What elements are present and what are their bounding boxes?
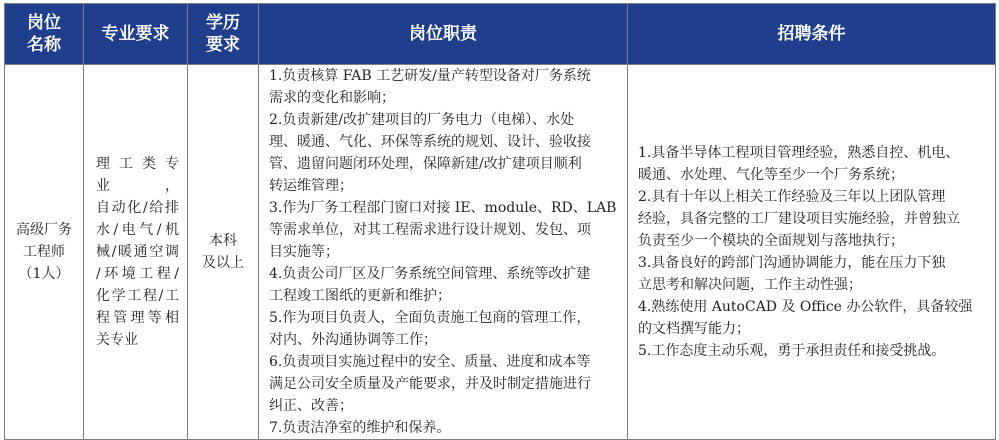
- requirement-line: 5.工作态度主动乐观，勇于承担责任和接受挑战。: [638, 343, 946, 359]
- requirements-cell: [628, 65, 996, 440]
- duty-line: 需求的变化和影响；: [269, 90, 395, 106]
- major-line: 理工类专业，: [96, 156, 179, 194]
- header-requirements: 招聘条件: [628, 4, 996, 65]
- position-cell: [5, 65, 84, 440]
- header-row: [5, 4, 996, 65]
- duty-line: 等需求单位，对其工程需求进行设计规划、发包、项: [269, 222, 591, 238]
- duty-line: 5.作为项目负责人，全面负责施工包商的管理工作，: [269, 310, 591, 326]
- major-line: 自动化/给排: [96, 200, 179, 216]
- duty-line: 4.负责公司厂区及厂务系统空间管理、系统等改扩建: [269, 266, 591, 282]
- duties-cell: [259, 65, 628, 440]
- header-duties: 岗位职责: [259, 4, 628, 65]
- major-line: 水/电气/机: [96, 222, 179, 238]
- requirement-line: 立思考和解决问题，工作主动性强；: [638, 277, 862, 293]
- header-position: [5, 4, 84, 65]
- header-major: 专业要求: [84, 4, 188, 65]
- requirement-line: 3.具备良好的跨部门沟通协调能力，能在压力下独: [638, 255, 946, 271]
- duty-line: 满足公司安全质量及产能要求，并及时制定措施进行: [269, 376, 591, 392]
- major-line: /环境工程/: [96, 266, 179, 282]
- position-line: 工程师: [23, 244, 65, 260]
- header-degree-line: 学历: [206, 13, 240, 33]
- degree-line: 本科: [209, 233, 237, 249]
- duty-line: 目实施等；: [269, 244, 339, 260]
- table-row: [5, 65, 996, 440]
- major-line: 械/暖通空调: [96, 244, 179, 260]
- requirement-line: 2.具有十年以上相关工作经验及三年以上团队管理: [638, 189, 946, 205]
- duty-line: 6.负责项目实施过程中的安全、质量、进度和成本等: [269, 354, 591, 370]
- duty-line: 3.作为厂务工程部门窗口对接 IE、module、RD、LAB: [269, 200, 617, 216]
- header-position-line: 岗位: [27, 13, 61, 33]
- header-degree: [188, 4, 259, 65]
- duty-line: 管、遗留问题闭环处理，保障新建/改扩建项目顺利: [269, 156, 582, 172]
- degree-cell: [188, 65, 259, 440]
- duty-line: 1.负责核算 FAB 工艺研发/量产转型设备对厂务系统: [269, 68, 591, 84]
- duty-line: 7.负责洁净室的维护和保养。: [269, 420, 451, 436]
- requirement-line: 1.具备半导体工程项目管理经验，熟悉自控、机电、: [638, 145, 960, 161]
- degree-line: 及以上: [202, 255, 244, 271]
- job-table: [4, 3, 996, 440]
- major-line: 化学工程/工: [96, 288, 179, 304]
- duty-line: 纠正、改善；: [269, 398, 353, 414]
- requirement-line: 负责至少一个模块的全面规划与落地执行；: [638, 233, 904, 249]
- duty-line: 理、暖通、气化、环保等系统的规划、设计、验收接: [269, 134, 591, 150]
- duty-line: 工程竣工图纸的更新和维护；: [269, 288, 451, 304]
- major-line: 程管理等相: [96, 310, 179, 326]
- major-line: 关专业: [96, 332, 138, 348]
- major-cell: [84, 65, 188, 440]
- requirement-line: 的文档撰写能力；: [638, 321, 750, 337]
- duty-line: 转运维管理；: [269, 178, 353, 194]
- position-line: 高级厂务: [16, 222, 72, 238]
- duty-line: 2.负责新建/改扩建项目的厂务电力（电梯）、水处: [269, 112, 575, 128]
- requirement-line: 4.熟练使用 AutoCAD 及 Office 办公软件，具备较强: [638, 299, 973, 315]
- header-position-line: 名称: [27, 35, 61, 55]
- duty-line: 对内、外沟通协调等工作；: [269, 332, 437, 348]
- header-degree-line: 要求: [206, 35, 240, 55]
- requirement-line: 经验，具备完整的工厂建设项目实施经验，并曾独立: [638, 211, 960, 227]
- position-line: （1人）: [18, 266, 70, 282]
- requirement-line: 暖通、水处理、气化等至少一个厂务系统；: [638, 167, 904, 183]
